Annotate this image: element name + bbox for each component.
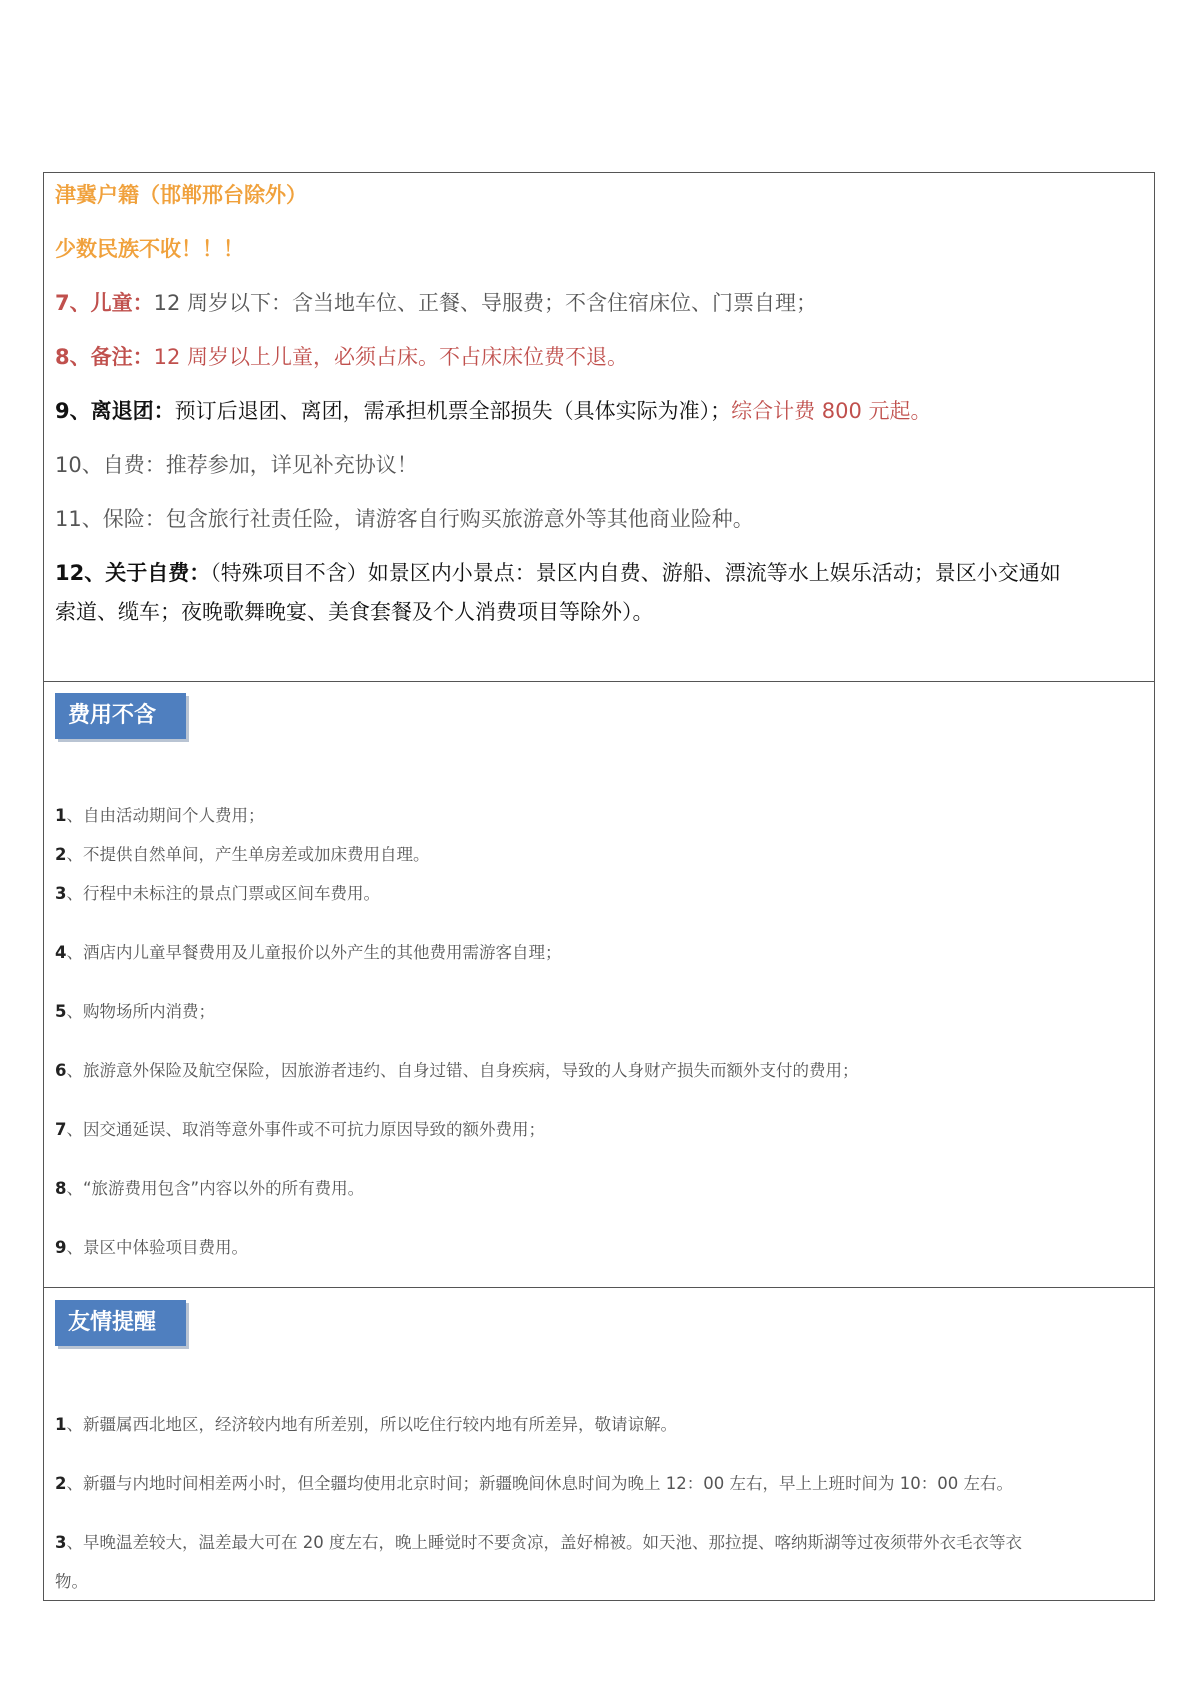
list-item: 2、新疆与内地时间相差两小时，但全疆均使用北京时间；新疆晚间休息时间为晚上 12：00 左右，早上上班时间为 10：00 左右。 bbox=[55, 1474, 1013, 1493]
list-item: 3、行程中未标注的景点门票或区间车费用。 bbox=[55, 884, 380, 903]
withdrawal-item bbox=[55, 399, 932, 424]
document-page bbox=[43, 172, 1155, 1601]
list-item: 6、旅游意外保险及航空保险，因旅游者违约、自身过错、自身疾病，导致的人身财产损失而额外支付的费用； bbox=[55, 1061, 859, 1080]
list-item: 7、因交通延误、取消等意外事件或不可抗力原因导致的额外费用； bbox=[55, 1120, 545, 1139]
list-item: 1、自由活动期间个人费用； bbox=[55, 806, 265, 825]
list-item: 4、酒店内儿童早餐费用及儿童报价以外产生的其他费用需游客自理； bbox=[55, 943, 562, 962]
optional-expenses-head: 12、关于自费： bbox=[55, 561, 211, 585]
children-item bbox=[55, 291, 817, 316]
excluded-costs-title: 费用不含 bbox=[55, 693, 186, 739]
children-item-text: 12 周岁以下：含当地车位、正餐、导服费；不含住宿床位、门票自理； bbox=[153, 291, 818, 315]
remark-item bbox=[55, 345, 628, 370]
household-registration-note: 津冀户籍（邯郸邢台除外） bbox=[55, 183, 307, 207]
list-item: 2、不提供自然单间，产生单房差或加床费用自理。 bbox=[55, 845, 430, 864]
remark-item-head: 8、备注： bbox=[55, 345, 154, 369]
withdrawal-item-text: 预订后退团、离团，需承担机票全部损失（具体实际为准）； bbox=[174, 399, 732, 423]
self-pay-item: 10、自费：推荐参加，详见补充协议！ bbox=[55, 453, 418, 477]
optional-expenses-text-continued: 索道、缆车；夜晚歌舞晚宴、美食套餐及个人消费项目等除外）。 bbox=[55, 600, 654, 624]
excluded-costs-section bbox=[43, 682, 1155, 1288]
children-item-head: 7、儿童： bbox=[55, 291, 154, 315]
friendly-reminder-section bbox=[43, 1288, 1155, 1601]
remark-item-text: 12 周岁以上儿童，必须占床。不占床床位费不退。 bbox=[153, 345, 629, 369]
list-item: 5、购物场所内消费； bbox=[55, 1002, 215, 1021]
insurance-item: 11、保险：包含旅行社责任险，请游客自行购买旅游意外等其他商业险种。 bbox=[55, 507, 754, 531]
ethnic-minority-note: 少数民族不收！！！ bbox=[55, 237, 244, 261]
friendly-reminder-title: 友情提醒 bbox=[55, 1300, 186, 1346]
list-item-continued: 物。 bbox=[55, 1572, 88, 1591]
list-item: 1、新疆属西北地区，经济较内地有所差别，所以吃住行较内地有所差异，敬请谅解。 bbox=[55, 1415, 677, 1434]
list-item: 8、“旅游费用包含”内容以外的所有费用。 bbox=[55, 1179, 365, 1198]
list-item: 9、景区中体验项目费用。 bbox=[55, 1238, 248, 1257]
optional-expenses-text: （特殊项目不含）如景区内小景点：景区内自费、游船、漂流等水上娱乐活动；景区小交通如 bbox=[210, 561, 1061, 585]
withdrawal-item-head: 9、离退团： bbox=[55, 399, 175, 423]
notes-section bbox=[43, 172, 1155, 682]
withdrawal-fee-highlight: 综合计费 800 元起。 bbox=[731, 399, 932, 423]
optional-expenses-item bbox=[55, 561, 1061, 586]
list-item: 3、早晚温差较大，温差最大可在 20 度左右，晚上睡觉时不要贪凉，盖好棉被。如天池、那拉提、喀纳斯湖等过夜须带外衣毛衣等衣 bbox=[55, 1533, 1022, 1552]
